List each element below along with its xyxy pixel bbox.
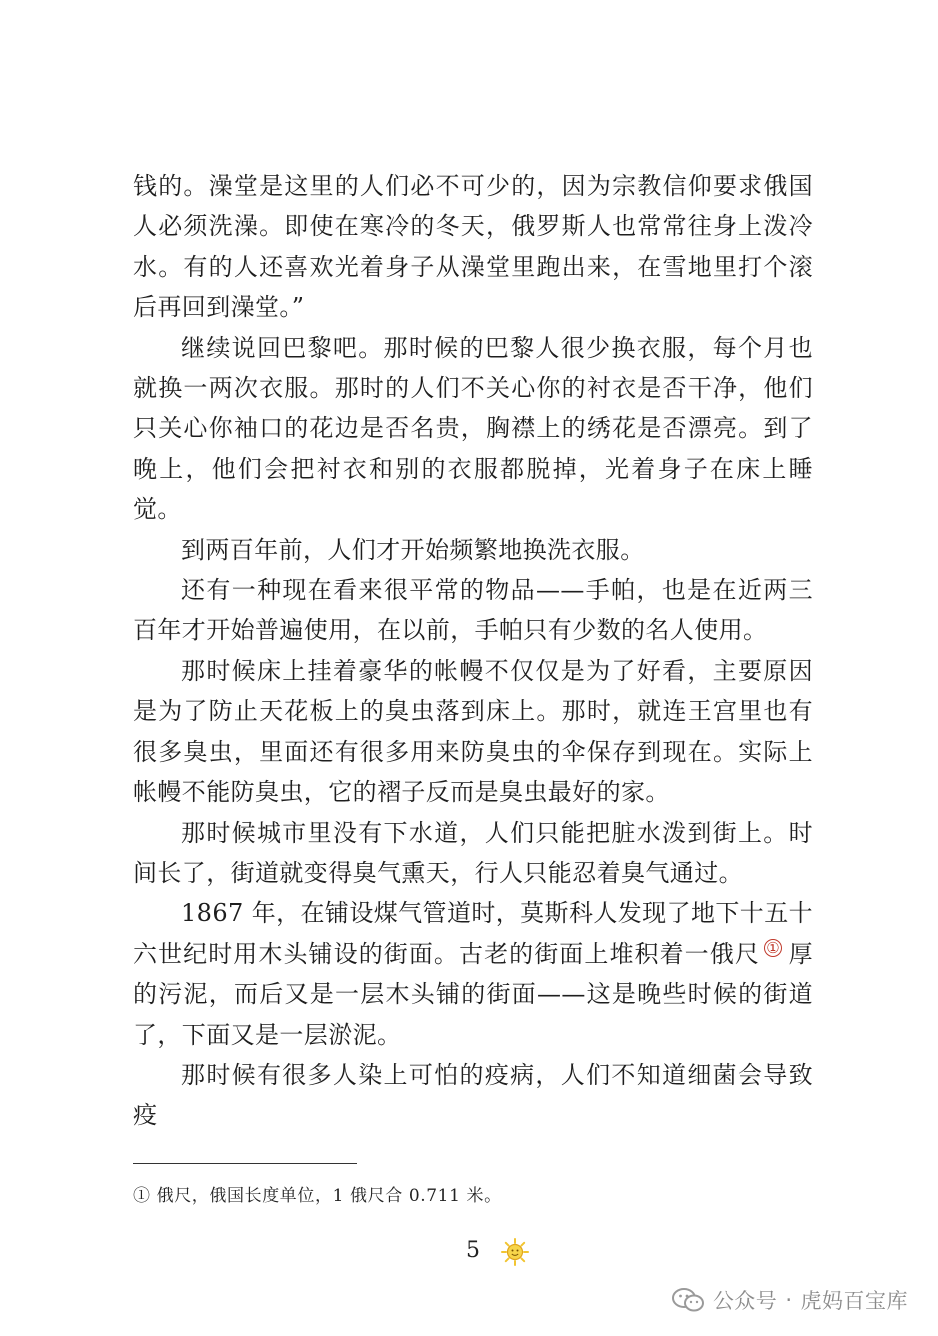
footnote-text: ① 俄尺，俄国长度单位，1 俄尺合 0.711 米。 [133, 1186, 502, 1206]
sun-icon [500, 1237, 530, 1267]
paragraph-5: 那时候床上挂着豪华的帐幔不仅仅是为了好看，主要原因是为了防止天花板上的臭虫落到床上。那时，就连王宫里也有很多臭虫，里面还有很多用来防臭虫的伞保存到现在。实际上帐幔不能防臭虫，它的褶子反而是臭虫最好的家。 [133, 656, 813, 807]
footnote-divider [133, 1163, 357, 1164]
paragraph-7-after: 厚的污泥，而后又是一层木头铺的街面——这是晚些时候的街道了，下面又是一层淤泥。 [133, 939, 813, 1049]
watermark-account: 虎妈百宝库 [800, 1289, 908, 1313]
paragraph-2: 继续说回巴黎吧。那时候的巴黎人很少换衣服，每个月也就换一两次衣服。那时的人们不关心你的衬衣是否干净，他们只关心你袖口的花边是否名贵，胸襟上的绣花是否漂亮。到了晚上，他们会把衬衣和别的衣服都脱掉，光着身子在床上睡觉。 [133, 333, 813, 524]
watermark-separator: · [785, 1288, 793, 1312]
wechat-logo-icon [671, 1287, 705, 1313]
paragraph-7-before: 1867 年，在铺设煤气管道时，莫斯科人发现了地下十五十六世纪时用木头铺设的街面。古老的街面上堆积着一俄尺 [133, 899, 813, 968]
paragraph-7 [133, 893, 813, 1055]
paragraph-8: 那时候有很多人染上可怕的疫病，人们不知道细菌会导致疫 [133, 1060, 813, 1130]
wechat-watermark [671, 1280, 908, 1320]
body-text [133, 166, 813, 1136]
watermark-brand: 公众号 [712, 1289, 778, 1313]
paragraph-1: 钱的。澡堂是这里的人们必不可少的，因为宗教信仰要求俄国人必须洗澡。即使在寒冷的冬天，俄罗斯人也常常往身上泼冷水。有的人还喜欢光着身子从澡堂里跑出来，在雪地里打个滚后再回到澡堂。” [133, 172, 813, 322]
paragraph-6: 那时候城市里没有下水道，人们只能把脏水泼到街上。时间长了，街道就变得臭气熏天，行人只能忍着臭气通过。 [133, 818, 813, 887]
paragraph-3: 到两百年前，人们才开始频繁地换洗衣服。 [181, 535, 645, 564]
page-number: 5 [466, 1238, 480, 1263]
footnote-reference[interactable]: ① [764, 939, 782, 957]
paragraph-4: 还有一种现在看来很平常的物品——手帕，也是在近两三百年才开始普遍使用，在以前，手帕只有少数的名人使用。 [133, 576, 813, 645]
